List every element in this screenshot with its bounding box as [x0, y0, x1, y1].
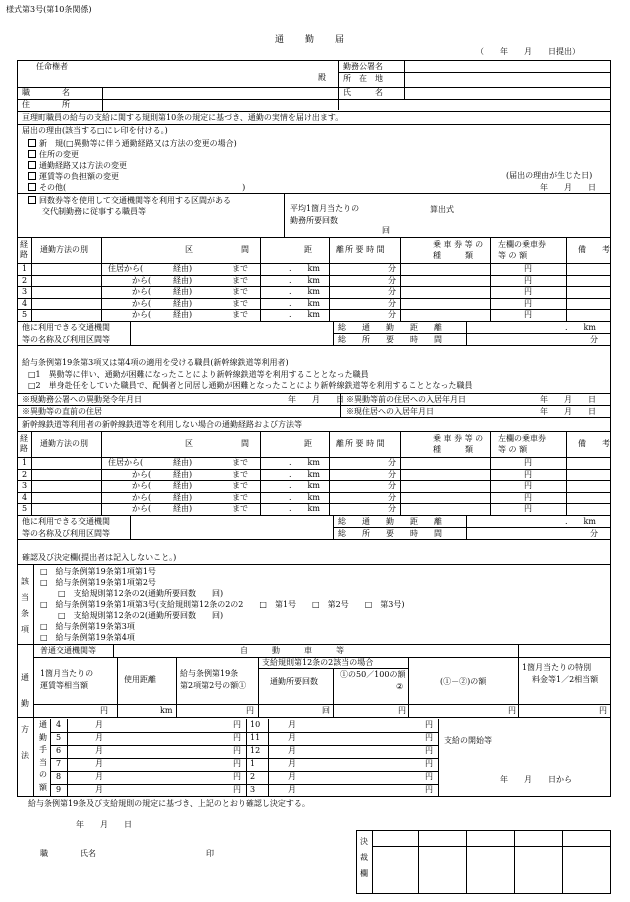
header-time: 所 要 時 間	[345, 245, 385, 254]
row-distance: . km	[289, 287, 320, 296]
approval-label-char: 裁	[360, 853, 368, 862]
month-unit: 月	[288, 772, 296, 781]
current-residence-date: 年 月 日	[540, 407, 596, 416]
total-distance-label: 総 通 勤 距 離	[338, 322, 442, 332]
month-left: 5	[56, 733, 62, 742]
row-distance: . km	[289, 469, 320, 479]
row-via: 経由)	[173, 492, 193, 502]
row-distance: . km	[289, 264, 320, 273]
row-to: まで	[232, 264, 248, 273]
month-left: 7	[56, 759, 62, 768]
row-to: まで	[232, 492, 248, 502]
coupon-option[interactable]	[28, 196, 231, 205]
row-number: 3	[22, 481, 28, 490]
unit-yen: 円	[246, 706, 254, 715]
unit-yen: 円	[233, 772, 241, 781]
name-input[interactable]	[408, 89, 608, 98]
row-distance: . km	[289, 275, 320, 285]
header-route-no: 経路	[20, 434, 28, 453]
unit-yen: 円	[425, 746, 433, 755]
row-minutes: 分	[388, 504, 396, 513]
col-rule12: 支給規則第12条の2該当の場合	[262, 658, 374, 667]
total-time-unit: 分	[590, 334, 598, 344]
header-ticket-amount: 左欄の乗車券 等 の 額	[498, 434, 546, 454]
row-minutes: 分	[388, 275, 396, 285]
row-minutes: 分	[388, 458, 396, 467]
row-yen: 円	[524, 458, 532, 467]
row-number: 4	[22, 298, 28, 308]
col-monthly-fare: 1箇月当たりの	[40, 669, 94, 678]
unit-yen: 円	[233, 733, 241, 742]
row-distance: . km	[289, 504, 320, 513]
checkbox[interactable]	[28, 183, 36, 191]
name-label: 氏 名	[343, 88, 383, 97]
row-distance: . km	[289, 310, 320, 319]
row-minutes: 分	[388, 287, 396, 296]
coupon-text2: 交代制勤務に従事する職員等	[42, 207, 146, 216]
shinkansen-item2[interactable]: □2 単身赴任をしていた職員で、配偶者と同居し通勤が困難となったことにより新幹線鉄道等を利用することとなった職員	[28, 381, 473, 390]
appointer-label: 任命権者	[36, 62, 68, 71]
row-number: 3	[22, 287, 28, 296]
row-number: 5	[22, 310, 28, 319]
month-unit: 月	[288, 759, 296, 768]
total-time-label: 総 所 要 時 間	[338, 528, 442, 538]
total-time-unit: 分	[590, 528, 598, 538]
row-via: 経由)	[173, 275, 193, 285]
job-title-label: 職 名	[22, 88, 70, 97]
row-from: から(	[132, 275, 152, 285]
decision-item[interactable]: □ 支給規則第12条の2(通勤所要回数 回)	[58, 611, 224, 620]
row-from: から(	[132, 287, 152, 296]
decision-item[interactable]: □ 給与条例第19条第1項第2号	[40, 578, 156, 587]
form-title: 通 勤 届	[275, 35, 346, 45]
row-via: 経由)	[173, 481, 193, 490]
header-distance: 距 離	[304, 245, 344, 254]
side-label-char: 当	[21, 593, 29, 602]
header-time: 所 要 時 間	[345, 439, 385, 448]
approval-label-char: 欄	[360, 869, 368, 878]
unit-yen: 円	[425, 785, 433, 794]
month-left: 6	[56, 746, 62, 755]
row-from: から(	[132, 481, 152, 490]
col-monthly-fare-2: 運賃等相当額	[40, 681, 88, 690]
row-from: から(	[132, 298, 152, 308]
row-minutes: 分	[388, 310, 396, 319]
seal-mark: 印	[206, 849, 214, 858]
unit-yen: 円	[425, 720, 433, 729]
reason-item-label: 通勤経路又は方法の変更	[39, 161, 127, 170]
row-to: まで	[232, 481, 248, 490]
header-ticket-type: 乗 車 券 等 の 種 類	[433, 240, 484, 260]
row-from: 住居から(	[108, 264, 144, 273]
decision-heading: 確認及び決定欄(提出者は記入しないこと。)	[22, 553, 177, 562]
col-special-2: 料金等1／2相当額	[532, 675, 599, 684]
confirm-text: 給与条例第19条及び支給規則の規定に基づき、上記のとおり確認し決定する。	[28, 799, 310, 808]
month-unit: 月	[288, 746, 296, 755]
row-yen: 円	[524, 469, 532, 479]
car-label: 自 動 車 等	[240, 646, 344, 655]
allow-side-char: 方	[21, 725, 29, 734]
row-yen: 円	[524, 504, 532, 513]
amount-label-char: 手	[39, 745, 47, 754]
other-transport-label2: 等の名称及び利用区間等	[22, 528, 110, 538]
route-heading-2: 新幹線鉄道等利用者の新幹線鉄道等を利用しない場合の通勤経路および方法等	[22, 420, 302, 429]
header-section: 区 間	[185, 245, 249, 254]
row-from: から(	[132, 504, 152, 513]
amount-label-char: 当	[39, 757, 47, 767]
unit-yen: 円	[508, 706, 516, 715]
row-distance: . km	[289, 458, 320, 467]
header-distance: 距 離	[304, 439, 344, 448]
unit-yen: 円	[425, 759, 433, 768]
month-left: 8	[56, 772, 62, 781]
decision-item[interactable]: □ 支給規則第12条の2(通勤所要回数 回)	[58, 589, 224, 598]
row-to: まで	[232, 504, 248, 513]
header-remarks: 備 考	[578, 245, 610, 254]
header-route-no: 経路	[20, 240, 28, 259]
workplace-address-input[interactable]	[408, 74, 608, 83]
transfer-date: 年 月 日	[288, 395, 344, 404]
row-number: 2	[22, 275, 28, 285]
allow-side-char: 通	[21, 673, 29, 682]
address-label: 住 所	[22, 100, 70, 109]
month-unit: 月	[95, 785, 103, 794]
month-unit: 月	[95, 733, 103, 742]
prev-residence-label: ※異動等の直前の住居	[22, 407, 102, 416]
reason-item-label: 住所の変更	[39, 150, 79, 159]
unit-yen: 円	[425, 733, 433, 742]
row-via: 経由)	[173, 469, 193, 479]
side-label-char: 該	[21, 577, 29, 586]
month-unit: 月	[288, 785, 296, 794]
row-from: から(	[132, 310, 152, 319]
row-from: 住居から(	[108, 458, 144, 467]
start-date: 年 月 日から	[500, 775, 572, 784]
reason-item-new[interactable]	[28, 139, 237, 148]
row-number: 1	[22, 458, 28, 467]
row-to: まで	[232, 469, 248, 479]
month-unit: 月	[95, 772, 103, 781]
row-via: 経由)	[173, 310, 193, 319]
row-via: 経由)	[173, 264, 193, 273]
amount-label-char: 通	[39, 720, 47, 729]
month-right: 1	[250, 759, 256, 768]
header-ticket-amount: 左欄の乗車券 等 の 額	[498, 240, 546, 260]
unit-yen: 円	[425, 772, 433, 781]
total-distance-unit: . km	[565, 322, 596, 332]
header-section: 区 間	[185, 439, 249, 448]
reason-item-fare[interactable]	[28, 172, 119, 181]
row-yen: 円	[524, 264, 532, 273]
decision-item[interactable]: □ 給与条例第19条第1項第1号	[40, 567, 156, 576]
col-distance: 使用距離	[124, 675, 156, 684]
row-minutes: 分	[388, 492, 396, 502]
month-unit: 月	[288, 720, 296, 729]
month-unit: 月	[288, 733, 296, 742]
total-distance-unit: . km	[565, 516, 596, 526]
header-method: 通勤方法の別	[40, 439, 88, 448]
row-yen: 円	[524, 492, 532, 502]
month-right: 3	[250, 785, 256, 794]
checkbox[interactable]	[28, 172, 36, 180]
form-number: 様式第3号(第10条関係)	[6, 5, 92, 14]
col-special: 1箇月当たりの特別	[522, 663, 592, 672]
transfer-date-label: ※現勤務公署への異動発令年月日	[22, 395, 142, 404]
row-to: まで	[232, 458, 248, 467]
unit-yen: 円	[599, 706, 607, 715]
shinkansen-heading: 給与条例第19条第3項又は第4項の適用を受ける職員(新幹線鉄道等利用者)	[22, 358, 289, 367]
reason-item-label: 運賃等の負担額の変更	[39, 172, 119, 181]
month-unit: 月	[95, 759, 103, 768]
confirm-date: 年 月 日	[76, 820, 132, 829]
row-number: 4	[22, 492, 28, 502]
row-yen: 円	[524, 298, 532, 308]
other-transport-label2: 等の名称及び利用区間等	[22, 334, 110, 344]
reason-item-address[interactable]	[28, 150, 79, 159]
decision-item[interactable]: □ 給与条例第19条第3項	[40, 622, 135, 631]
row-yen: 円	[524, 275, 532, 285]
row-via: 経由)	[173, 504, 193, 513]
header-method: 通勤方法の別	[40, 245, 88, 254]
col-ordinance19: 給与条例第19条	[180, 669, 239, 678]
public-transport-label: 普通交通機関等	[40, 646, 96, 655]
month-right: 10	[250, 720, 261, 729]
row-yen: 円	[524, 481, 532, 490]
row-minutes: 分	[388, 481, 396, 490]
workplace-name-input[interactable]	[408, 62, 608, 71]
checkbox[interactable]	[28, 196, 36, 204]
month-left: 9	[56, 785, 62, 794]
row-distance: . km	[289, 298, 320, 308]
side-label-char: 項	[21, 625, 29, 634]
reason-item-route[interactable]	[28, 161, 127, 170]
start-label: 支給の開始等	[444, 736, 492, 745]
row-distance: . km	[289, 492, 320, 502]
header-remarks: 備 考	[578, 439, 610, 448]
reason-item-other[interactable]	[28, 183, 245, 192]
checkbox[interactable]	[28, 150, 36, 158]
month-right: 11	[250, 733, 261, 742]
formula-label: 算出式	[430, 205, 454, 214]
shinkansen-item1[interactable]: □1 異動等に伴い、通勤が困難になったことにより新幹線鉄道等を利用することとなった職員	[28, 370, 369, 379]
avg-label: 平均1箇月当たりの	[290, 204, 360, 213]
honorific: 殿	[318, 73, 326, 82]
reason-item-label: その他( )	[39, 183, 246, 192]
col-50pct: ①の50／100の額	[340, 670, 406, 679]
unit-yen: 円	[233, 720, 241, 729]
row-number: 1	[22, 264, 28, 273]
month-right: 2	[250, 772, 256, 781]
total-distance-label: 総 通 勤 距 離	[338, 516, 442, 526]
row-number: 5	[22, 504, 28, 513]
other-transport-label: 他に利用できる交通機関	[22, 322, 110, 332]
reason-heading: 届出の理由(該当する□にレ印を付ける。)	[22, 126, 168, 135]
occur-date: 年 月 日	[540, 183, 596, 192]
row-yen: 円	[524, 310, 532, 319]
header-ticket-type: 乗 車 券 等 の 種 類	[433, 434, 484, 454]
unit-yen: 円	[233, 759, 241, 768]
row-to: まで	[232, 287, 248, 296]
checkbox[interactable]	[28, 139, 36, 147]
coupon-text: 回数券等を使用して交通機関等を利用する区間がある	[39, 196, 231, 205]
row-minutes: 分	[388, 469, 396, 479]
month-unit: 月	[95, 746, 103, 755]
total-time-label: 総 所 要 時 間	[338, 334, 442, 344]
workplace-name-label: 勤務公署名	[343, 62, 383, 71]
unit-yen: 円	[100, 706, 108, 715]
unit-times: 回	[322, 706, 330, 715]
checkbox[interactable]	[28, 161, 36, 169]
times-unit: 回	[382, 226, 390, 235]
row-minutes: 分	[388, 264, 396, 273]
row-to: まで	[232, 275, 248, 285]
decision-item[interactable]: □ 給与条例第19条第1項第3号(支給規則第12条の2の2 □ 第1号 □ 第2号 □ 第3号)	[40, 600, 405, 609]
unit-km: km	[160, 706, 173, 715]
other-transport-label: 他に利用できる交通機関	[22, 516, 110, 526]
col-diff: (①－②)の額	[440, 677, 487, 686]
workplace-address-label: 所 在 地	[343, 74, 383, 83]
allow-side-char: 勤	[21, 699, 29, 708]
row-via: 経由)	[173, 298, 193, 308]
amount-label-char: 勤	[39, 732, 47, 742]
row-via: 経由)	[173, 458, 193, 467]
row-to: まで	[232, 298, 248, 308]
row-yen: 円	[524, 287, 532, 296]
current-residence-date-label: ※現住居への入居年月日	[346, 407, 434, 416]
month-left: 4	[56, 720, 62, 729]
col-ordinance19-2: 第2項第2号の額①	[180, 681, 247, 690]
decision-item[interactable]: □ 給与条例第19条第4項	[40, 633, 135, 642]
job-title-input[interactable]	[106, 89, 334, 98]
row-via: 経由)	[173, 287, 193, 296]
col-count: 通勤所要回数	[270, 677, 318, 686]
row-from: から(	[132, 469, 152, 479]
month-unit: 月	[95, 720, 103, 729]
prev-residence-date: 年 月 日	[540, 395, 596, 404]
unit-yen: 円	[233, 746, 241, 755]
declaration-text: 亘理町職員の給与の支給に関する規則第10条の規定に基づき、通勤の実情を届け出ます。	[22, 113, 344, 122]
approval-label-char: 決	[360, 837, 368, 846]
avg-label2: 勤務所要回数	[290, 216, 338, 225]
row-to: まで	[232, 310, 248, 319]
amount-label-char: の	[39, 770, 47, 779]
row-number: 2	[22, 469, 28, 479]
month-right: 12	[250, 746, 261, 755]
side-label-char: 条	[21, 609, 29, 618]
reason-item-label: 新 規(□異動等に伴う通勤経路又は方法の変更の場合)	[39, 139, 237, 148]
row-distance: . km	[289, 481, 320, 490]
address-input[interactable]	[106, 101, 606, 110]
row-from: から(	[132, 492, 152, 502]
row-minutes: 分	[388, 298, 396, 308]
unit-yen: 円	[398, 706, 406, 715]
col-50pct-2: ②	[396, 682, 404, 691]
unit-yen: 円	[233, 785, 241, 794]
approver-title-label: 職 氏名	[40, 849, 96, 858]
allow-side-char: 法	[21, 751, 29, 760]
occur-date-label: (届出の理由が生じた日)	[506, 171, 593, 180]
submission-date: （ 年 月 日提出）	[476, 47, 580, 56]
amount-label-char: 額	[39, 782, 47, 792]
prev-residence-date-label: ※異動等前の住居への入居年月日	[346, 395, 466, 404]
